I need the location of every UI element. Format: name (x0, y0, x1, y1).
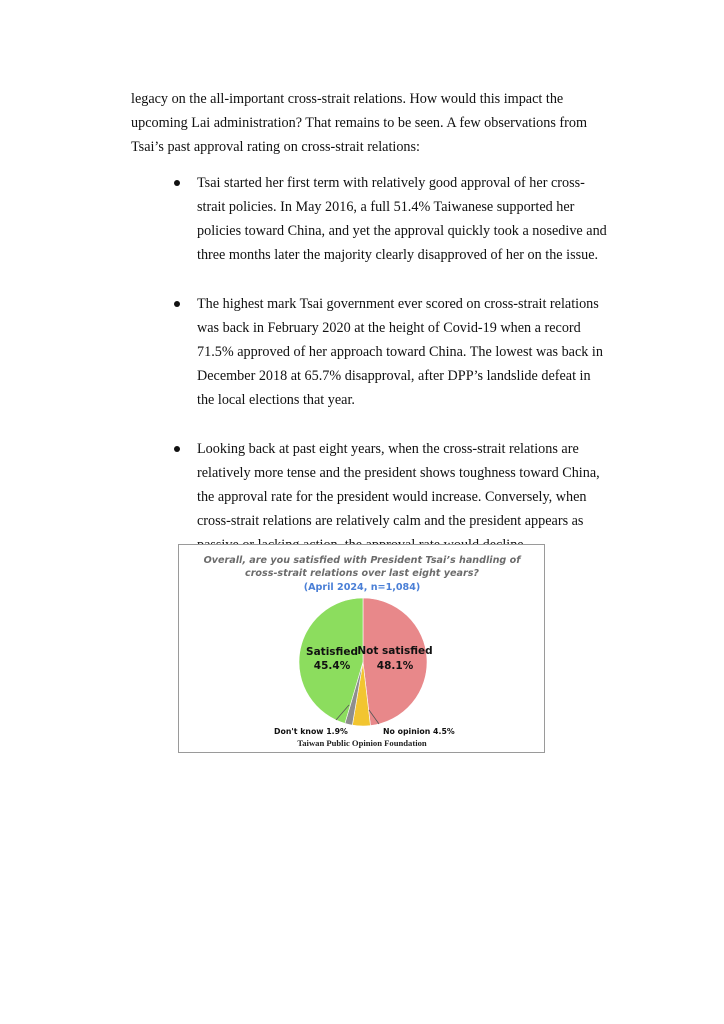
pie-chart-figure (178, 544, 545, 753)
observation-item (131, 171, 611, 267)
bullet-icon (174, 301, 180, 307)
pie-chart (179, 545, 546, 754)
chart-title-line-2: cross-strait relations over last eight years? (245, 568, 479, 579)
bullet-icon (174, 446, 180, 452)
observation-list (131, 171, 611, 582)
observation-text: The highest mark Tsai government ever scored on cross-strait relations was back in February 2020 at the height of Covid-19 when a record 71.5% approved of her approach toward China. The lowest was back in December 2018 at 65.7% disapproval, after DPP’s landslide defeat in the local elections that year. (197, 296, 603, 408)
intro-paragraph: legacy on the all-important cross-strait relations. How would this impact the upcoming Lai administration? That remains to be seen. A few observations from Tsai’s past approval rating on cross-strait relations: (131, 91, 587, 155)
dont-know-label: Don't know 1.9% (274, 727, 348, 736)
not-satisfied-value: 48.1% (376, 660, 414, 672)
satisfied-label: Satisfied (306, 646, 358, 658)
no-opinion-label: No opinion 4.5% (383, 727, 455, 736)
chart-title-line-1: Overall, are you satisfied with President Tsai’s handling of (203, 555, 521, 566)
observation-text: Looking back at past eight years, when the cross-strait relations are relatively more tense and the president shows toughness toward China, the approval rate for the president would increase. Conversely, when cross-strait relations are relatively calm and the president appears as (197, 441, 600, 529)
observation-item (131, 437, 611, 557)
observation-item (131, 292, 611, 412)
bullet-icon (174, 180, 180, 186)
chart-source: Taiwan Public Opinion Foundation (297, 738, 427, 748)
not-satisfied-label: Not satisfied (357, 645, 433, 657)
satisfied-value: 45.4% (313, 660, 351, 672)
chart-subtitle: (April 2024, n=1,084) (303, 582, 421, 593)
observation-text: Tsai started her first term with relatively good approval of her cross-strait policies. In May 2016, a full 51.4% Taiwanese supported her policies toward China, and yet the approval quickly took a nosedive and three months later the majority clearly disapproved of her on the issue. (197, 175, 607, 263)
